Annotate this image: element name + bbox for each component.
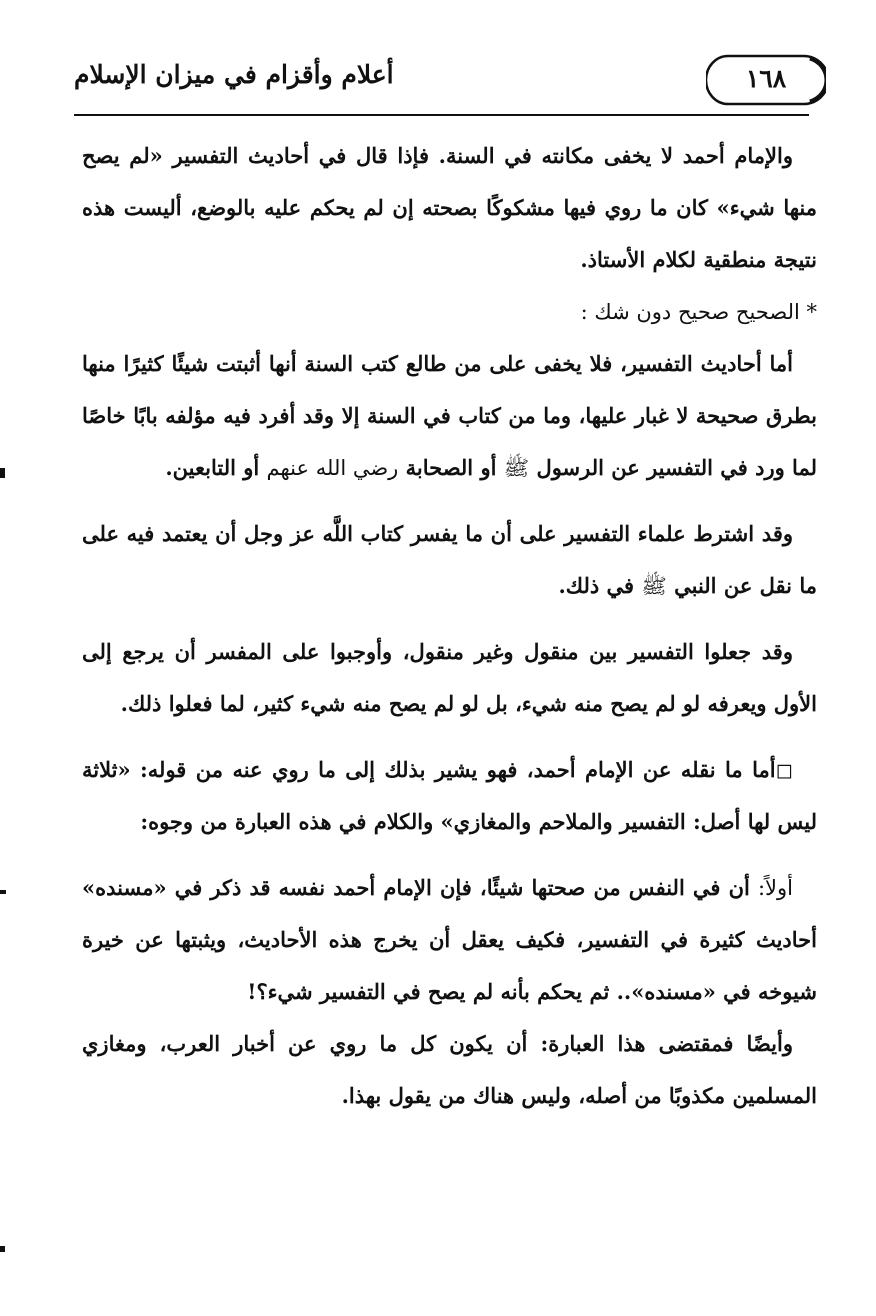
paragraph-2-part-3: أو التابعين.	[165, 455, 260, 480]
page-number-badge	[706, 52, 826, 108]
running-title: أعلام وأقزام في ميزان الإسلام	[74, 60, 394, 89]
paragraph-6-text: أن في النفس من صحتها شيئًا، فإن الإمام أحمد نفسه قد ذكر في «مسنده» أحاديث كثيرة في التفسير، فكيف يعقل أن يخرج هذه الأحاديث، ويثبتها عن خيرة شيوخه في «مسنده».. ثم يحكم بأنه لم يصح في التفسير شيء؟!	[82, 875, 817, 1004]
paragraph-1: والإمام أحمد لا يخفى مكانته في السنة. فإذا قال في أحاديث التفسير «لم يصح منها شيء» كان ما روي فيها مشكوكًا بصحته إن لم يحكم عليه بالوضع، أليست هذه نتيجة منطقية لكلام الأستاذ.	[82, 143, 817, 272]
paragraph-6	[82, 862, 817, 1018]
salawat-icon: ﷺ	[641, 574, 667, 598]
first-point-label: أولاً:	[757, 876, 794, 900]
asterisk-icon: *	[806, 300, 817, 324]
margin-mark	[0, 1246, 5, 1252]
paragraph-3-part-1: وقد اشترط علماء التفسير على أن ما يفسر كتاب اللَّه عز وجل أن يعتمد فيه على ما نقل عن النبي	[82, 521, 817, 598]
radiyallah-icon: رضي الله عنهم	[266, 456, 399, 480]
paragraph-3	[82, 508, 817, 612]
section-heading-text: الصحيح صحيح دون شك :	[580, 300, 800, 324]
square-bullet-icon: ◻	[775, 758, 793, 782]
page-number: ١٦٨	[745, 64, 787, 93]
paragraph-2-part-2: أو الصحابة	[405, 455, 497, 480]
margin-mark	[0, 468, 5, 478]
paragraph-2	[82, 338, 817, 494]
header-rule	[74, 114, 809, 116]
paragraph-5-text: أما ما نقله عن الإمام أحمد، فهو يشير بذلك إلى ما روي عنه من قوله: «ثلاثة ليس لها أصل: التفسير والملاحم والمغازي» والكلام في هذه العبارة من وجوه:	[82, 757, 817, 834]
page-header	[74, 52, 826, 118]
main-text	[82, 130, 817, 1122]
section-heading	[82, 286, 817, 338]
paragraph-7: وأيضًا فمقتضى هذا العبارة: أن يكون كل ما روي عن أخبار العرب، ومغازي المسلمين مكذوبًا من أصله، وليس هناك من يقول بهذا.	[82, 1031, 817, 1108]
paragraph-3-part-2: في ذلك.	[558, 573, 635, 598]
paragraph-2-part-1: أما أحاديث التفسير، فلا يخفى على من طالع كتب السنة أنها أثبتت شيئًا كثيرًا منها بطرق صحيحة لا غبار عليها، وما من كتاب في السنة إلا وقد أفرد فيه مؤلفه بابًا خاصًا لما ورد في التفسير عن الرسول	[82, 351, 817, 480]
salawat-icon: ﷺ	[503, 456, 530, 480]
paragraph-5	[82, 744, 817, 848]
margin-mark	[0, 890, 6, 894]
paragraph-4: وقد جعلوا التفسير بين منقول وغير منقول، وأوجبوا على المفسر أن يرجع إلى الأول ويعرفه لو لم يصح منه شيء، بل لو لم يصح منه شيء كثير، لما فعلوا ذلك.	[82, 639, 817, 716]
